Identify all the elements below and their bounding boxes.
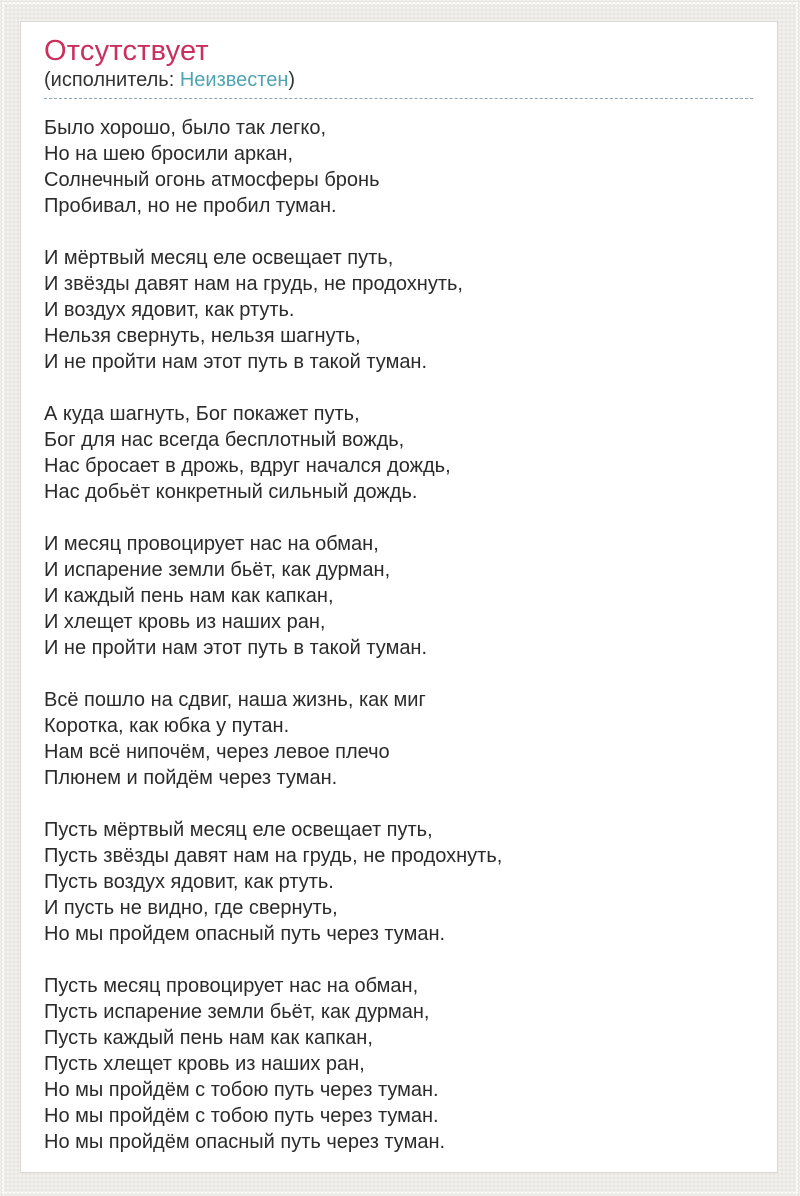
lyric-line: Пусть хлещет кровь из наших ран, xyxy=(44,1053,365,1075)
lyric-line: И мёртвый месяц еле освещает путь, xyxy=(44,247,394,269)
artist-label-suffix: ) xyxy=(288,69,296,91)
lyric-line: И не пройти нам этот путь в такой туман. xyxy=(44,351,428,373)
lyric-line: Плюнем и пойдём через туман. xyxy=(44,767,338,789)
lyric-line: Но на шею бросили аркан, xyxy=(44,143,294,165)
lyric-line: Пусть испарение земли бьёт, как дурман, xyxy=(44,1001,430,1023)
lyric-line: И испарение земли бьёт, как дурман, xyxy=(44,559,391,581)
lyric-line: Пусть звёзды давят нам на грудь, не продохнуть, xyxy=(44,845,503,867)
lyric-line: И каждый пень нам как капкан, xyxy=(44,585,334,607)
lyric-line: Всё пошло на сдвиг, наша жизнь, как миг xyxy=(44,689,426,711)
stanza xyxy=(44,401,753,505)
lyric-line: Нас добьёт конкретный сильный дождь. xyxy=(44,481,418,503)
lyric-line: И месяц провоцирует нас на обман, xyxy=(44,533,379,555)
lyric-line: Нельзя свернуть, нельзя шагнуть, xyxy=(44,325,361,347)
stanza xyxy=(44,115,753,219)
lyric-line: Было хорошо, было так легко, xyxy=(44,117,327,139)
dashed-separator xyxy=(44,98,753,99)
artist-label-prefix: (исполнитель: xyxy=(44,69,180,91)
stanza xyxy=(44,817,753,947)
lyric-line: А куда шагнуть, Бог покажет путь, xyxy=(44,403,360,425)
header xyxy=(44,35,753,99)
stanza xyxy=(44,973,753,1155)
artist-link[interactable]: Неизвестен xyxy=(179,69,289,91)
lyric-line: Коротка, как юбка у путан. xyxy=(44,715,290,737)
lyrics-card xyxy=(20,21,778,1173)
lyric-line: Бог для нас всегда бесплотный вождь, xyxy=(44,429,405,451)
lyric-line: Но мы пройдем опасный путь через туман. xyxy=(44,923,446,945)
lyric-line: И пусть не видно, где свернуть, xyxy=(44,897,338,919)
lyric-line: Пусть месяц провоцирует нас на обман, xyxy=(44,975,419,997)
lyric-line: Пусть мёртвый месяц еле освещает путь, xyxy=(44,819,433,841)
lyric-line: И звёзды давят нам на грудь, не продохнуть, xyxy=(44,273,463,295)
lyric-line: Но мы пройдём опасный путь через туман. xyxy=(44,1131,446,1153)
lyric-line: И воздух ядовит, как ртуть. xyxy=(44,299,295,321)
lyric-line: Пусть воздух ядовит, как ртуть. xyxy=(44,871,334,893)
lyric-line: Но мы пройдём с тобою путь через туман. xyxy=(44,1079,439,1101)
lyric-line: Но мы пройдём с тобою путь через туман. xyxy=(44,1105,439,1127)
lyric-line: Нас бросает в дрожь, вдруг начался дождь, xyxy=(44,455,451,477)
lyrics xyxy=(44,115,753,1155)
stanza xyxy=(44,531,753,661)
lyric-line: Нам всё нипочём, через левое плечо xyxy=(44,741,390,763)
stanza xyxy=(44,687,753,791)
lyric-line: Пусть каждый пень нам как капкан, xyxy=(44,1027,373,1049)
lyric-line: Пробивал, но не пробил туман. xyxy=(44,195,337,217)
artist-line xyxy=(44,69,753,92)
lyric-line: И хлещет кровь из наших ран, xyxy=(44,611,326,633)
lyric-line: Солнечный огонь атмосферы бронь xyxy=(44,169,380,191)
song-title: Отсутствует xyxy=(44,35,209,67)
stanza xyxy=(44,245,753,375)
lyric-line: И не пройти нам этот путь в такой туман. xyxy=(44,637,428,659)
